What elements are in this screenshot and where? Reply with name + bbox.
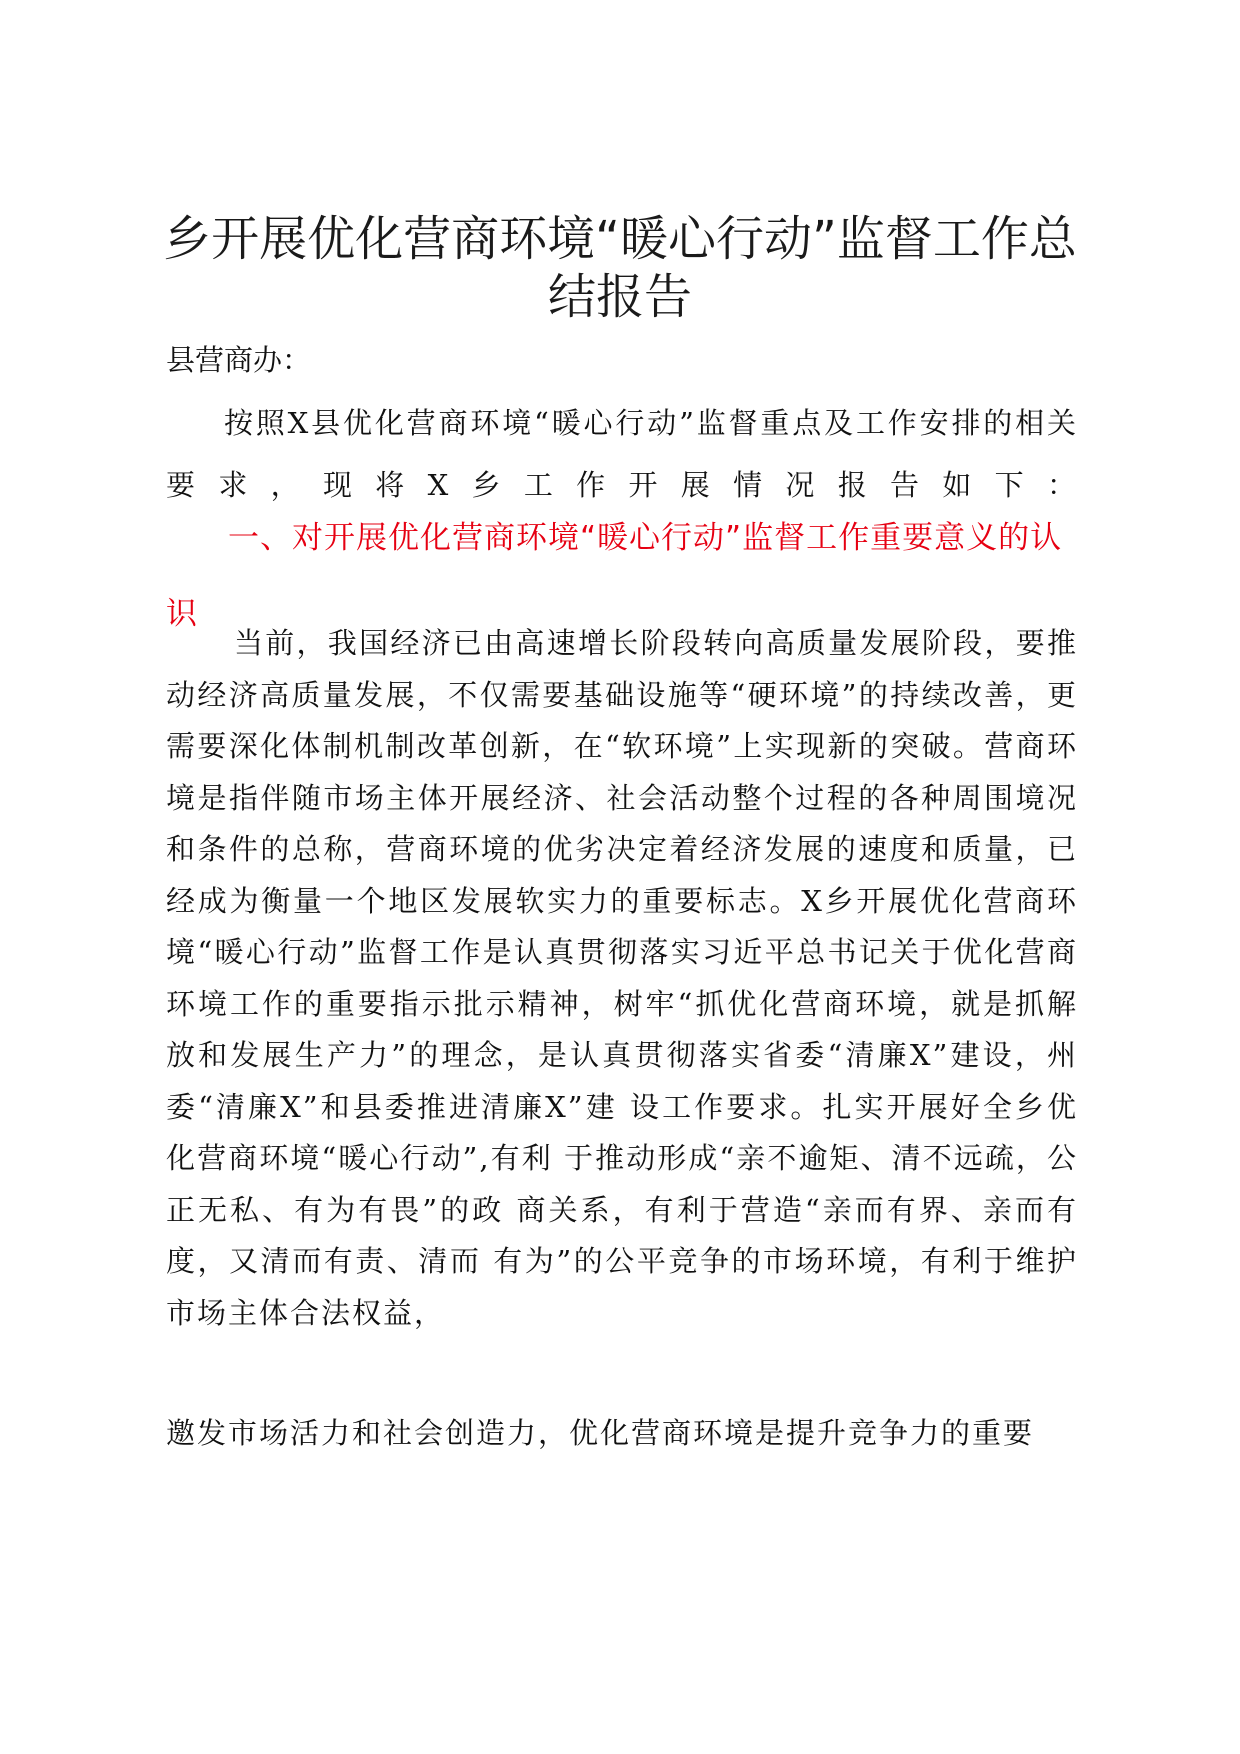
salutation: 县营商办：: [166, 343, 312, 377]
document-title: [150, 210, 1090, 326]
title-line-2: 结报告: [547, 269, 692, 325]
section-1-body: 当前，我国经济已由高速增长阶段转向高质量发展阶段，要推动经济高质量发展，不仅需要基础设施等“硬环境”的持续改善，更需要深化体制机制改革创新，在“软环境”上实现新的突破。营商环境是指伴随市场主体开展经济、社会活动整个过程的各种周围境况和条件的总称，营商环境的优劣决定着经济发展的速度和质量，已经成为衡量一个地区发展软实力的重要标志。X乡开展优化营商环境“暖心行动”监督工作是认真贯彻落实习近平总书记关于优化营商环境工作的重要指示批示精神，树牢“抓优化营商环境，就是抓解放和发展生产力”的理念，是认真贯彻落实省委“清廉X”建设，州委“清廉X”和县委推进清廉X”建 设工作要求。扎实开展好全乡优化营商环境“暖心行动”,有利 于推动形成“亲不逾矩、清不远疏，公正无私、有为有畏”的政 商关系，有利于营造“亲而有界、亲而有度，又清而有责、清而 有为”的公平竞争的市场环境，有利于维护市场主体合法权益，: [166, 626, 1078, 1330]
section-1-heading: 一、对开展优化营商环境“暖心行动”监督工作重要意义的认识: [166, 520, 1063, 632]
intro-paragraph: 按照X县优化营商环境“暖心行动”监督重点及工作安排的相关要求，现将X乡工作开展情况报告如下：: [166, 406, 1078, 502]
section-1-continuation: 邀发市场活力和社会创造力，优化营商环境是提升竞争力的重要: [166, 1416, 1035, 1450]
title-line-1: 乡开展优化营商环境“暖心行动”监督工作总: [163, 211, 1077, 267]
